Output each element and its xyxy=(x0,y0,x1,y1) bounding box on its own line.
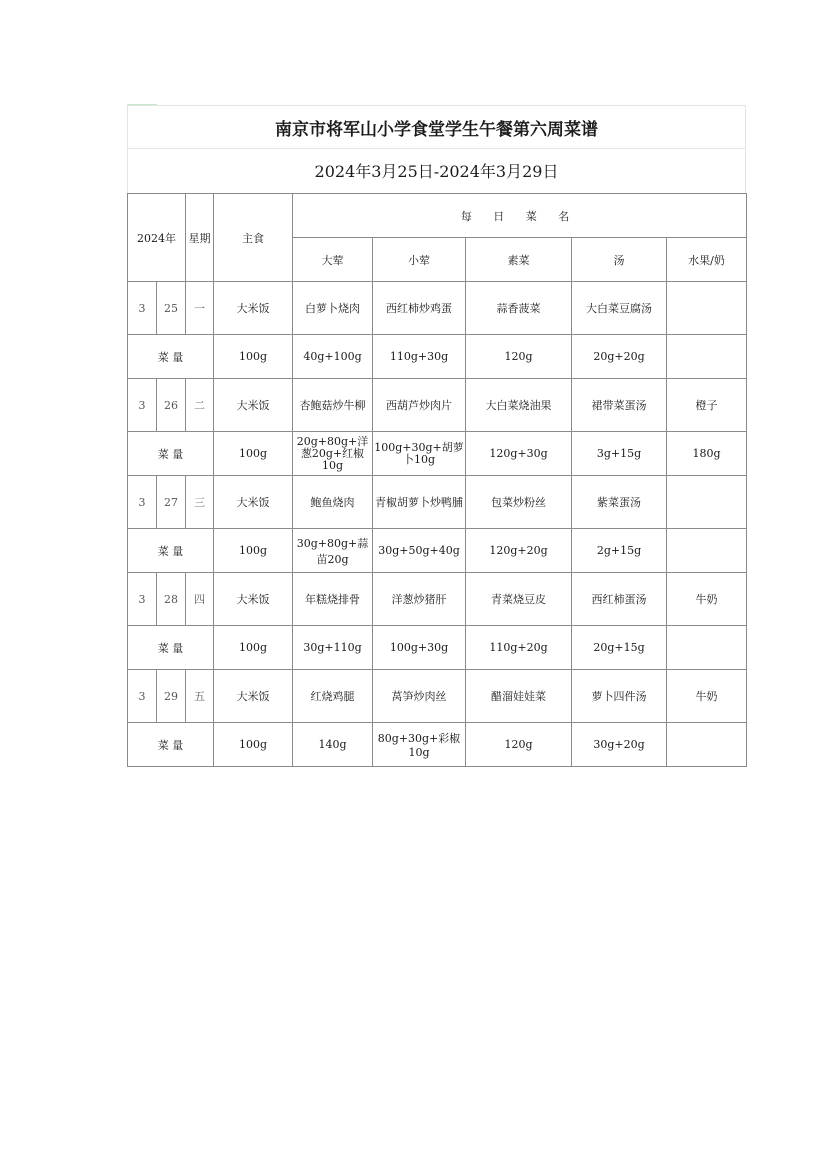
quantity-row xyxy=(128,529,747,573)
column-header-fruit-milk: 水果/奶 xyxy=(667,238,747,282)
staple-quantity: 100g xyxy=(214,432,293,476)
weekday-cell: 三 xyxy=(186,476,214,529)
staple-quantity: 100g xyxy=(214,335,293,379)
column-header-minor-meat: 小荤 xyxy=(373,238,466,282)
quantity-label: 菜 量 xyxy=(128,335,214,379)
month-cell: 3 xyxy=(128,282,157,335)
quantity-main-meat: 30g+110g xyxy=(293,626,373,670)
dish-minor-meat: 青椒胡萝卜炒鸭脯 xyxy=(373,476,466,529)
quantity-vegetable: 120g+30g xyxy=(466,432,572,476)
dish-vegetable: 青菜烧豆皮 xyxy=(466,573,572,626)
dish-vegetable: 蒜香菠菜 xyxy=(466,282,572,335)
staple-quantity: 100g xyxy=(214,723,293,767)
day-cell: 25 xyxy=(157,282,186,335)
quantity-soup: 20g+15g xyxy=(572,626,667,670)
quantity-row xyxy=(128,723,747,767)
dish-fruit-milk xyxy=(667,476,747,529)
quantity-fruit-milk xyxy=(667,529,747,573)
quantity-label: 菜 量 xyxy=(128,432,214,476)
quantity-fruit-milk xyxy=(667,723,747,767)
quantity-main-meat: 40g+100g xyxy=(293,335,373,379)
dish-minor-meat: 洋葱炒猪肝 xyxy=(373,573,466,626)
year-header: 2024年 xyxy=(128,194,186,282)
month-cell: 3 xyxy=(128,476,157,529)
dish-soup: 萝卜四件汤 xyxy=(572,670,667,723)
quantity-label: 菜 量 xyxy=(128,626,214,670)
column-header-vegetable: 素菜 xyxy=(466,238,572,282)
dish-row xyxy=(128,476,747,529)
dish-minor-meat: 西红柿炒鸡蛋 xyxy=(373,282,466,335)
day-cell: 26 xyxy=(157,379,186,432)
quantity-vegetable: 120g xyxy=(466,335,572,379)
quantity-fruit-milk: 180g xyxy=(667,432,747,476)
staple-quantity: 100g xyxy=(214,529,293,573)
dish-row xyxy=(128,670,747,723)
weekday-cell: 二 xyxy=(186,379,214,432)
menu-table xyxy=(127,193,747,767)
dish-main-meat: 鲍鱼烧肉 xyxy=(293,476,373,529)
day-cell: 28 xyxy=(157,573,186,626)
dish-fruit-milk xyxy=(667,282,747,335)
month-cell: 3 xyxy=(128,379,157,432)
quantity-soup: 20g+20g xyxy=(572,335,667,379)
dish-soup: 裙带菜蛋汤 xyxy=(572,379,667,432)
staple-header: 主食 xyxy=(214,194,293,282)
quantity-row xyxy=(128,432,747,476)
date-range: 2024年3月25日-2024年3月29日 xyxy=(127,149,746,193)
staple-cell: 大米饭 xyxy=(214,573,293,626)
page-title: 南京市将军山小学食堂学生午餐第六周菜谱 xyxy=(127,105,746,149)
header-row xyxy=(128,194,747,238)
quantity-minor-meat: 100g+30g+胡萝卜10g xyxy=(373,432,466,476)
menu-sheet xyxy=(127,105,746,767)
dish-row xyxy=(128,573,747,626)
quantity-fruit-milk xyxy=(667,626,747,670)
quantity-main-meat: 20g+80g+洋葱20g+红椒10g xyxy=(293,432,373,476)
dish-soup: 西红柿蛋汤 xyxy=(572,573,667,626)
dish-row xyxy=(128,282,747,335)
daily-dishes-header: 每 日 菜 名 xyxy=(293,194,747,238)
dish-soup: 大白菜豆腐汤 xyxy=(572,282,667,335)
quantity-row xyxy=(128,626,747,670)
dish-vegetable: 大白菜烧油果 xyxy=(466,379,572,432)
dish-row xyxy=(128,379,747,432)
quantity-label: 菜 量 xyxy=(128,529,214,573)
quantity-minor-meat: 100g+30g xyxy=(373,626,466,670)
quantity-soup: 30g+20g xyxy=(572,723,667,767)
column-header-soup: 汤 xyxy=(572,238,667,282)
column-header-main-meat: 大荤 xyxy=(293,238,373,282)
quantity-soup: 3g+15g xyxy=(572,432,667,476)
weekday-cell: 五 xyxy=(186,670,214,723)
dish-fruit-milk: 牛奶 xyxy=(667,670,747,723)
dish-main-meat: 年糕烧排骨 xyxy=(293,573,373,626)
dish-main-meat: 红烧鸡腿 xyxy=(293,670,373,723)
quantity-minor-meat: 30g+50g+40g xyxy=(373,529,466,573)
dish-fruit-milk: 牛奶 xyxy=(667,573,747,626)
quantity-main-meat: 140g xyxy=(293,723,373,767)
dish-minor-meat: 莴笋炒肉丝 xyxy=(373,670,466,723)
dish-vegetable: 包菜炒粉丝 xyxy=(466,476,572,529)
month-cell: 3 xyxy=(128,573,157,626)
staple-cell: 大米饭 xyxy=(214,282,293,335)
quantity-soup: 2g+15g xyxy=(572,529,667,573)
staple-cell: 大米饭 xyxy=(214,670,293,723)
quantity-vegetable: 120g xyxy=(466,723,572,767)
quantity-main-meat: 30g+80g+蒜苗20g xyxy=(293,529,373,573)
dish-minor-meat: 西葫芦炒肉片 xyxy=(373,379,466,432)
dish-vegetable: 醋溜娃娃菜 xyxy=(466,670,572,723)
staple-quantity: 100g xyxy=(214,626,293,670)
dish-main-meat: 白萝卜烧肉 xyxy=(293,282,373,335)
quantity-vegetable: 120g+20g xyxy=(466,529,572,573)
weekday-cell: 四 xyxy=(186,573,214,626)
quantity-minor-meat: 110g+30g xyxy=(373,335,466,379)
dish-soup: 紫菜蛋汤 xyxy=(572,476,667,529)
day-cell: 27 xyxy=(157,476,186,529)
quantity-vegetable: 110g+20g xyxy=(466,626,572,670)
quantity-minor-meat: 80g+30g+彩椒10g xyxy=(373,723,466,767)
staple-cell: 大米饭 xyxy=(214,379,293,432)
staple-cell: 大米饭 xyxy=(214,476,293,529)
quantity-label: 菜 量 xyxy=(128,723,214,767)
dish-main-meat: 杏鲍菇炒牛柳 xyxy=(293,379,373,432)
quantity-fruit-milk xyxy=(667,335,747,379)
quantity-row xyxy=(128,335,747,379)
dish-fruit-milk: 橙子 xyxy=(667,379,747,432)
weekday-cell: 一 xyxy=(186,282,214,335)
day-cell: 29 xyxy=(157,670,186,723)
weekday-header: 星期 xyxy=(186,194,214,282)
month-cell: 3 xyxy=(128,670,157,723)
